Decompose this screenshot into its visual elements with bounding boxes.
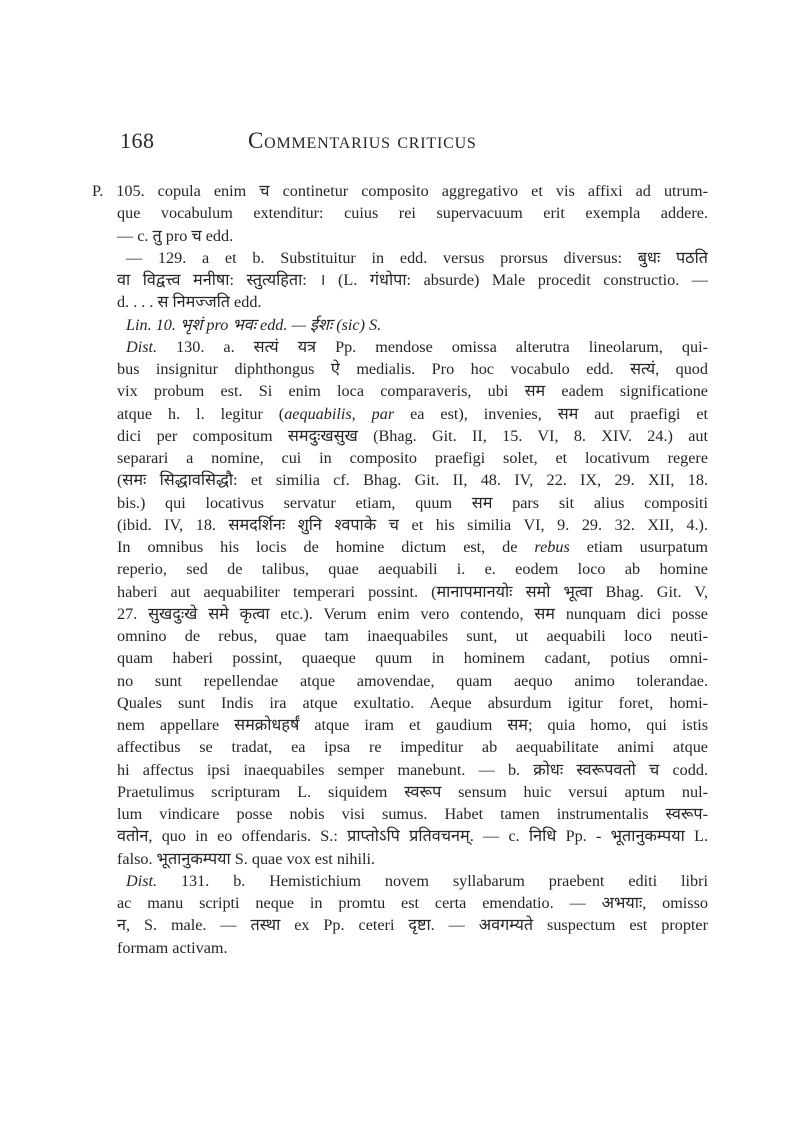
page-number: 168	[120, 128, 155, 153]
text-line: que vocabulum extenditur: cuius rei supervacuum erit exempla addere.	[117, 204, 708, 223]
text-line: न, S. male. — तस्था ex Pp. ceteri दृष्टा. — अवगम्यते suspectum est propter	[117, 916, 708, 935]
text-line: (समः सिद्धावसिद्धौ: et similia cf. Bhag. Git. II, 48. IV, 22. IX, 29. XII, 18.	[117, 471, 708, 490]
text-line: atque h. l. legitur (aequabilis, par ea est), invenies, सम aut praefigi et	[117, 404, 708, 423]
text-line: falso. भूतानुकम्पया S. quae vox est nihili.	[117, 849, 376, 868]
text-line: affectibus se tradat, ea ipsa re impeditur ab aequabilitate animi atque	[117, 738, 708, 757]
text-line: vix probum est. Si enim loca comparaveris, ubi सम eadem significatione	[117, 382, 708, 401]
text-line: ac manu scripti neque in promtu est certa emendatio. — अभयाः, omisso	[117, 894, 708, 912]
text-line: d. . . . स निमज्जति edd.	[117, 293, 262, 312]
text-line: separari a nomine, cui in composito praefigi solet, et locativum regere	[117, 449, 708, 467]
text-line: haberi aut aequabiliter temperari possint. (मानापमानयोः समो भूत्वा Bhag. Git. V,	[117, 582, 708, 601]
text-line: Quales sunt Indis ira atque exultatio. Aeque absurdum igitur foret, homi-	[117, 693, 708, 712]
text-line: bus insignitur diphthongus ऐ medialis. Pro hoc vocabulo edd. सत्यं, quod	[117, 360, 708, 378]
text-line: bis.) qui locativus servatur etiam, quum सम pars sit alius compositi	[117, 493, 708, 512]
text-line: formam activam.	[117, 938, 228, 957]
running-head	[0, 128, 800, 162]
text-line: Lin. 10. भृशं pro भवः edd. — ईशः (sic) S.	[126, 315, 382, 334]
text-line: वा विद्वत्त्व मनीषा: स्तुत्यहिता: । (L. गंधोपा: absurde) Male procedit constructio. —	[117, 271, 708, 289]
text-line: omnino de rebus, quae tam inaequabiles sunt, ut aequabili loco neuti-	[117, 627, 708, 645]
text-line: In omnibus his locis de homine dictum est, de rebus etiam usurpatum	[117, 538, 708, 556]
commentary-text	[93, 180, 708, 959]
text-line: Praetulimus scripturam L. siquidem स्वरूप sensum huic versui aptum nul-	[117, 782, 708, 801]
text-line: Dist. 130. a. सत्यं यत्र Pp. mendose omissa alterutra lineolarum, qui-	[126, 337, 708, 356]
text-line: nem appellare समक्रोधहर्षं atque iram et gaudium सम; quia homo, qui istis	[117, 716, 708, 734]
text-line: — 129. a et b. Substituitur in edd. versus prorsus diversus: बुधः पठति	[126, 248, 708, 267]
text-line: hi affectus ipsi inaequabiles semper manebunt. — b. क्रोधः स्वरूपवतो च codd.	[117, 760, 708, 779]
text-line: P. 105. copula enim च continetur composito aggregativo et vis affixi ad utrum-	[92, 182, 708, 200]
text-line: 27. सुखदुःखे समे कृत्वा etc.). Verum enim vero contendo, सम nunquam dici posse	[117, 604, 708, 623]
running-title: Commentarius criticus	[248, 128, 477, 153]
text-line: — c. तु pro च edd.	[117, 226, 234, 245]
text-line: dici per compositum समदुःखसुख (Bhag. Git. II, 15. VI, 8. XIV. 24.) aut	[117, 426, 708, 445]
text-line: lum vindicare posse nobis visi sumus. Habet tamen instrumentalis स्वरूप-	[117, 805, 708, 823]
text-line: (ibid. IV, 18. समदर्शिनः शुनि श्वपाके च et his similia VI, 9. 29. 32. XII, 4.).	[117, 515, 708, 534]
text-line: no sunt repellendae atque amovendae, quam aequo animo tolerandae.	[117, 671, 708, 690]
text-line: Dist. 131. b. Hemistichium novem syllabarum praebent editi libri	[126, 871, 708, 890]
text-line: reperio, sed de talibus, quae aequabili i. e. eodem loco ab homine	[117, 560, 708, 579]
text-line: quam haberi possint, quaeque quum in hominem cadant, potius omni-	[117, 649, 708, 668]
text-line: वतोन, quo in eo offendaris. S.: प्राप्तोऽपि प्रतिवचनम्. — c. निधि Pp. - भूतानुकम्पया L.	[117, 827, 708, 846]
